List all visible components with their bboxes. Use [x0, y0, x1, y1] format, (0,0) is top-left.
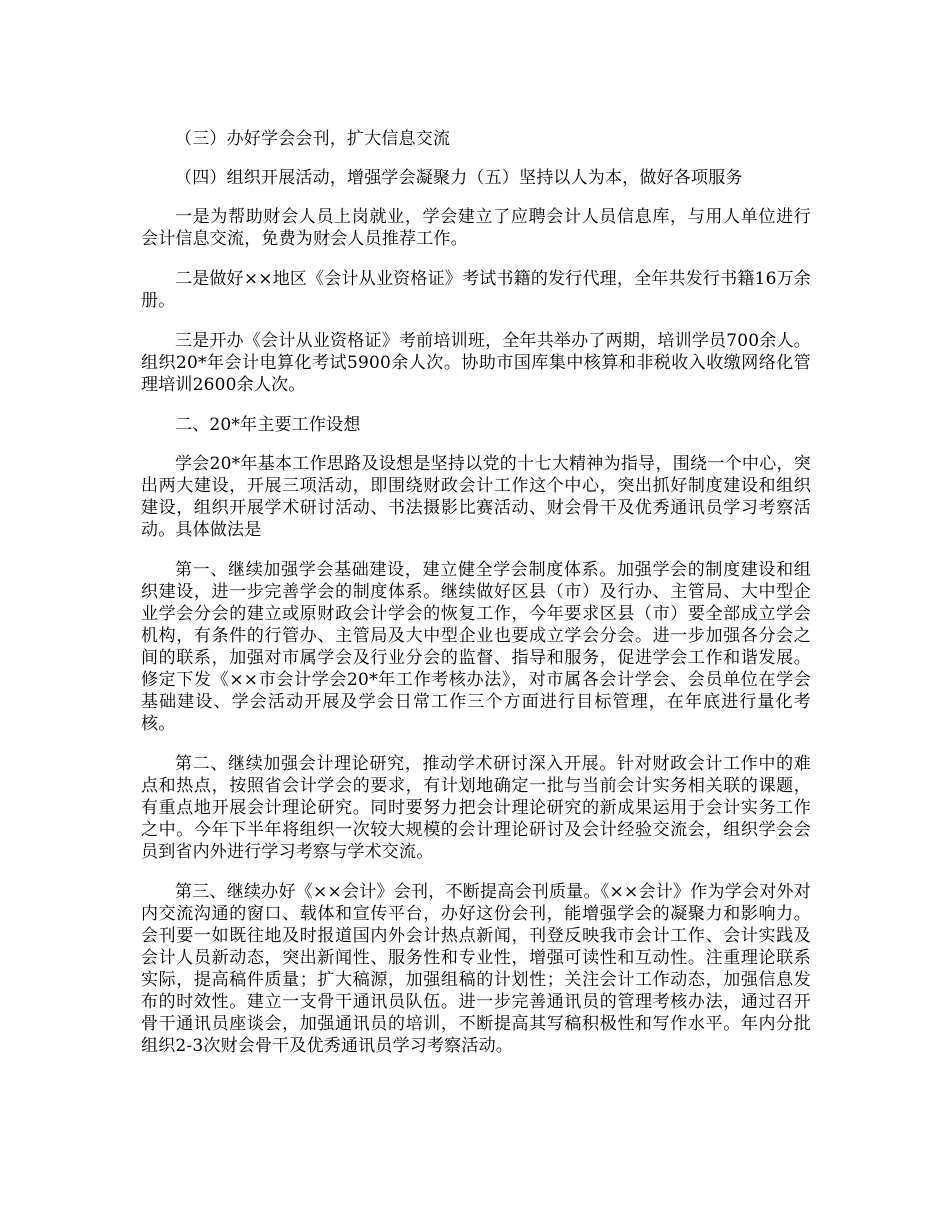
- section-heading-3: （三）办好学会会刊，扩大信息交流: [175, 129, 451, 149]
- document-page: [141, 128, 811, 1075]
- section-heading-4-5: （四）组织开展活动，增强学会凝聚力（五）坚持以人为本，做好各项服务: [175, 168, 743, 188]
- paragraph-service-1: 一是为帮助财会人员上岗就业，学会建立了应聘会计人员信息库，与用人单位进行会计信息交流，免费为财会人员推荐工作。: [141, 207, 811, 249]
- paragraph-plan-second: 第二、继续加强会计理论研究，推动学术研讨深入开展。针对财政会计工作中的难点和热点，按照省会计学会的要求，有计划地确定一批与当前会计实务相关联的课题，有重点地开展会计理论研究。同时要努力把会计理论研究的新成果运用于会计实务工作之中。今年下半年将组织一次较大规模的会计理论研讨及会计经验交流会，组织学会会员到省内外进行学习考察与学术交流。: [141, 754, 811, 862]
- paragraph-service-2: 二是做好××地区《会计从业资格证》考试书籍的发行代理，全年共发行书籍16万余册。: [141, 269, 811, 311]
- paragraph-plan-third: 第三、继续办好《××会计》会刊，不断提高会刊质量。《××会计》作为学会对外对内交流沟通的窗口、载体和宣传平台，办好这份会刊，能增强学会的凝聚力和影响力。会刊要一如既往地及时报道国内外会计热点新闻，刊登反映我市会计工作、会计实践及会计人员新动态，突出新闻性、服务性和专业性，增强可读性和互动性。注重理论联系实际，提高稿件质量；扩大稿源，加强组稿的计划性；关注会计工作动态，加强信息发布的时效性。建立一支骨干通讯员队伍。进一步完善通讯员的管理考核办法，通过召开骨干通讯员座谈会，加强通讯员的培训，不断提高其写稿积极性和写作水平。年内分批组织2-3次财会骨干及优秀通讯员学习考察活动。: [141, 882, 811, 1056]
- section-heading-plan: 二、20*年主要工作设想: [175, 415, 361, 435]
- paragraph-plan-first: 第一、继续加强学会基础建设，建立健全学会制度体系。加强学会的制度建设和组织建设，进一步完善学会的制度体系。继续做好区县（市）及行办、主管局、大中型企业学会分会的建立或原财政会计学会的恢复工作，今年要求区县（市）要全部成立学会机构，有条件的行管办、主管局及大中型企业也要成立学会分会。进一步加强各分会之间的联系，加强对市属学会及行业分会的监督、指导和服务，促进学会工作和谐发展。修定下发《××市会计学会20*年工作考核办法》，对市属各会计学会、会员单位在学会基础建设、学会活动开展及学会日常工作三个方面进行目标管理，在年底进行量化考核。: [141, 560, 811, 734]
- paragraph-service-3: 三是开办《会计从业资格证》考前培训班，全年共举办了两期，培训学员700余人。组织20*年会计电算化考试5900余人次。协助市国库集中核算和非税收入收缴网络化管理培训2600余人次。: [141, 331, 811, 395]
- paragraph-plan-intro: 学会20*年基本工作思路及设想是坚持以党的十七大精神为指导，围绕一个中心，突出两大建设，开展三项活动，即围绕财政会计工作这个中心，突出抓好制度建设和组织建设，组织开展学术研讨活动、书法摄影比赛活动、财会骨干及优秀通讯员学习考察活动。具体做法是: [141, 454, 811, 540]
